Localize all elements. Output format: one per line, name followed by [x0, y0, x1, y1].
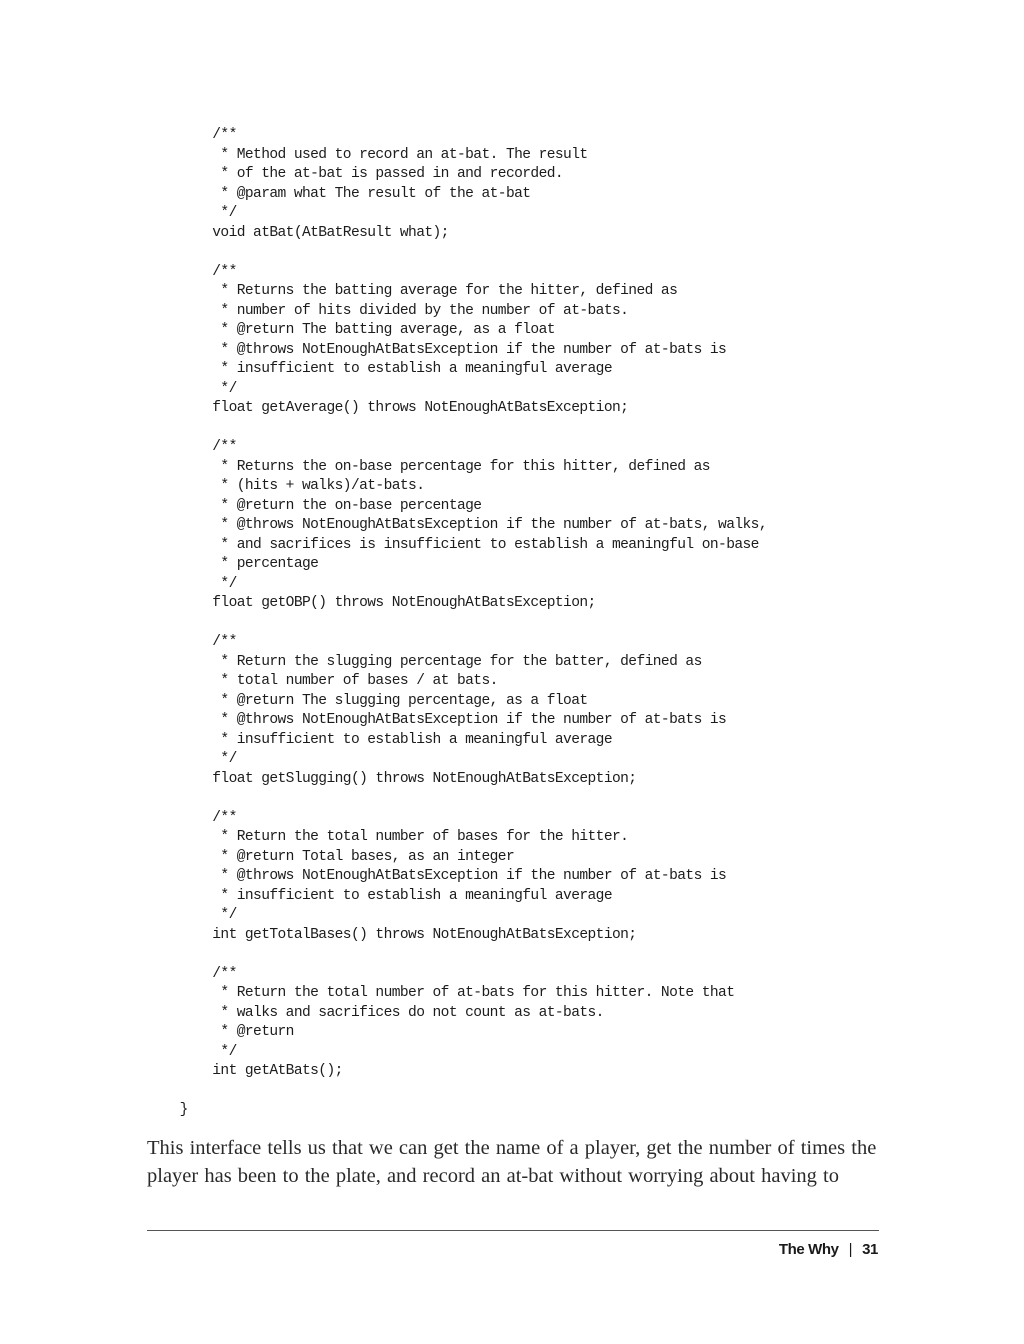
code-line: * number of hits divided by the number of at-bats.: [147, 302, 629, 319]
code-line: * @return: [147, 1024, 294, 1040]
code-line: /**: [147, 634, 237, 650]
code-line: * of the at-bat is passed in and recorded.: [147, 166, 564, 182]
code-line: * and sacrifices is insufficient to establish a meaningful on-base: [147, 536, 759, 553]
code-line: * Return the total number of at-bats for this hitter. Note that: [147, 985, 735, 1001]
code-line: int getTotalBases() throws NotEnoughAtBatsException;: [147, 926, 637, 943]
code-line: */: [147, 907, 237, 923]
code-line: /**: [147, 965, 237, 982]
running-section-title: The Why: [778, 1241, 839, 1258]
code-line: */: [147, 205, 237, 221]
code-line: * insufficient to establish a meaningful average: [147, 361, 612, 377]
code-line: * (hits + walks)/at-bats.: [147, 478, 425, 494]
page-number: 31: [862, 1241, 878, 1258]
code-line: * insufficient to establish a meaningful average: [147, 887, 612, 904]
code-line: * Returns the on-base percentage for this hitter, defined as: [147, 458, 710, 475]
footer-separator: |: [848, 1241, 853, 1258]
code-line: /**: [147, 809, 237, 826]
code-line: * total number of bases / at bats.: [147, 673, 498, 689]
code-line: /**: [147, 439, 237, 455]
body-paragraph: [147, 1134, 887, 1190]
code-line: * Method used to record an at-bat. The result: [147, 146, 588, 163]
code-line: * @param what The result of the at-bat: [147, 185, 531, 202]
code-line: float getSlugging() throws NotEnoughAtBatsException;: [147, 770, 637, 787]
body-text-line: player has been to the plate, and record an at-bat without worrying about having to: [147, 1165, 839, 1187]
code-line: */: [147, 751, 237, 767]
code-line: * @return The batting average, as a float: [147, 322, 555, 338]
code-line: * @return The slugging percentage, as a float: [147, 692, 588, 709]
code-line: float getOBP() throws NotEnoughAtBatsException;: [147, 595, 596, 611]
code-line: /**: [147, 263, 237, 280]
body-text-line: This interface tells us that we can get the name of a player, get the number of times the: [147, 1137, 877, 1159]
code-line: * insufficient to establish a meaningful average: [147, 731, 612, 748]
code-line: }: [147, 1102, 188, 1118]
code-line: * @throws NotEnoughAtBatsException if the number of at-bats is: [147, 712, 727, 728]
code-line: * Return the total number of bases for the hitter.: [147, 829, 629, 845]
code-line: * @return the on-base percentage: [147, 497, 482, 514]
code-line: * @throws NotEnoughAtBatsException if the number of at-bats is: [147, 341, 727, 358]
code-line: void atBat(AtBatResult what);: [147, 224, 449, 241]
code-line: * @throws NotEnoughAtBatsException if the number of at-bats, walks,: [147, 517, 767, 533]
code-line: * Return the slugging percentage for the batter, defined as: [147, 653, 702, 670]
code-line: * @throws NotEnoughAtBatsException if the number of at-bats is: [147, 868, 727, 884]
code-line: */: [147, 380, 237, 397]
code-line: */: [147, 575, 237, 592]
code-line: float getAverage() throws NotEnoughAtBatsException;: [147, 400, 629, 416]
code-line: int getAtBats();: [147, 1063, 343, 1079]
code-listing: [0, 126, 1024, 1126]
code-line: */: [147, 1043, 237, 1060]
code-line: * percentage: [147, 556, 319, 572]
code-line: * walks and sacrifices do not count as at-bats.: [147, 1004, 604, 1021]
code-line: * Returns the batting average for the hitter, defined as: [147, 283, 678, 299]
code-line: * @return Total bases, as an integer: [147, 848, 515, 865]
code-line: /**: [147, 127, 237, 143]
page-footer: [779, 1238, 878, 1262]
footer-divider: [147, 1230, 879, 1231]
